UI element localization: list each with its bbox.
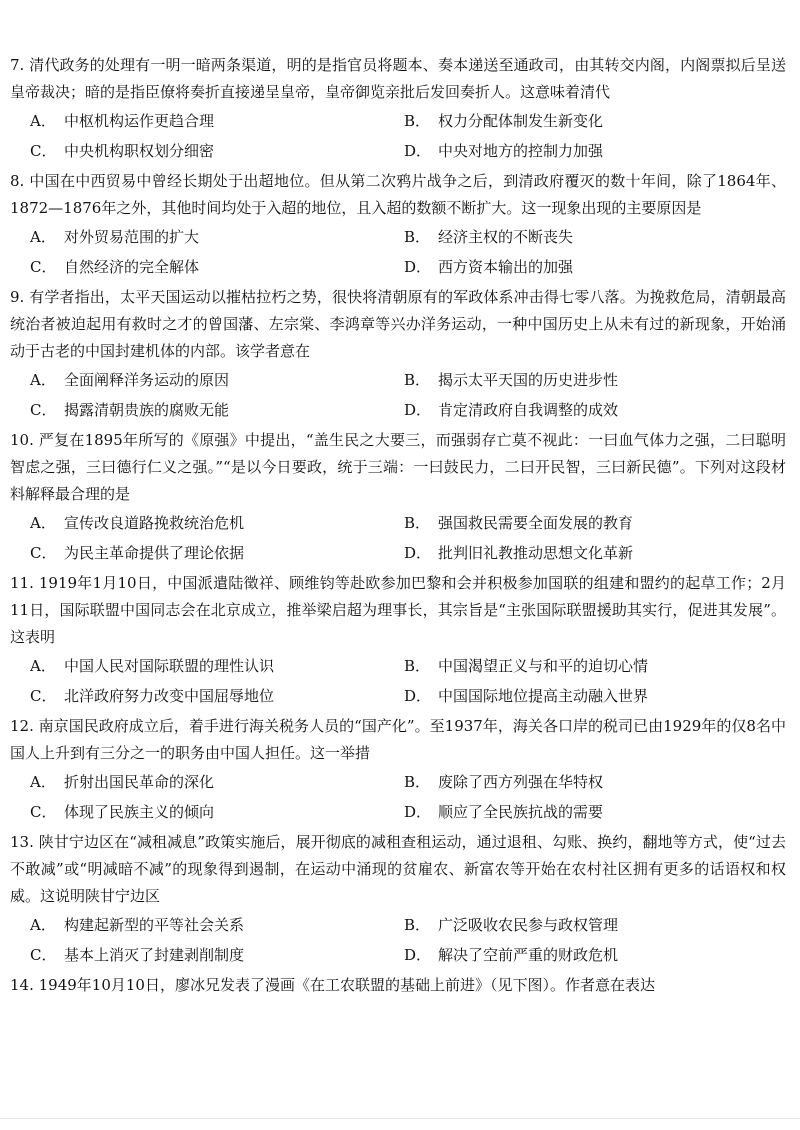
option-a [10,910,384,940]
option-text: 全面阐释洋务运动的原因 [64,371,230,389]
option-text: 肯定清政府自我调整的成效 [438,401,619,419]
option-text: 北洋政府努力改变中国屈辱地位 [64,687,275,705]
option-b [384,651,784,681]
question-stem: 7. 清代政务的处理有一明一暗两条渠道，明的是指官员将题本、奏本递送至通政司，由其转交内阁，内阁票拟后呈送皇帝裁决；暗的是指臣僚将奏折直接递呈皇帝，皇帝御览亲批后发回奏折人。这意味着清代 [10,56,786,101]
options [10,910,786,970]
question-10 [10,427,786,568]
option-letter: C． [30,946,57,964]
option-text: 广泛吸收农民参与政权管理 [438,916,619,934]
option-text: 批判旧礼教推动思想文化革新 [438,544,634,562]
option-text: 中枢机构运作更趋合理 [64,112,215,130]
option-text: 中国人民对国际联盟的理性认识 [64,657,275,675]
option-c [10,136,384,166]
option-letter: B． [404,112,431,130]
question-9 [10,284,786,425]
option-letter: A． [30,112,56,130]
option-d [384,797,784,827]
option-text: 强国救民需要全面发展的教育 [438,514,634,532]
option-a [10,365,384,395]
option-letter: C． [30,142,57,160]
option-text: 废除了西方列强在华特权 [438,773,604,791]
option-letter: D． [404,544,432,562]
options [10,508,786,568]
option-text: 中国渴望正义与和平的迫切心情 [438,657,649,675]
option-c [10,940,384,970]
option-text: 自然经济的完全解体 [64,258,200,276]
options [10,651,786,711]
option-letter: A． [30,514,56,532]
option-letter: D． [404,803,432,821]
option-letter: B． [404,916,431,934]
question-stem: 13. 陕甘宁边区在“减租减息”政策实施后，展开彻底的减租查租运动，通过退租、勾账、换约，翻地等方式，使“过去不敢减”或“明减暗不减”的现象得到遏制，在运动中涌现的贫雇农、新富农等开始在农村社区拥有更多的话语权和权威。这说明陕甘宁边区 [10,833,786,905]
option-c [10,538,384,568]
option-letter: C． [30,544,57,562]
option-letter: A． [30,916,56,934]
option-letter: C． [30,258,57,276]
question-11 [10,570,786,711]
option-d [384,538,784,568]
option-text: 西方资本输出的加强 [438,258,574,276]
options [10,106,786,166]
option-text: 揭露清朝贵族的腐败无能 [64,401,230,419]
option-text: 权力分配体制发生新变化 [438,112,604,130]
option-letter: B． [404,228,431,246]
options [10,222,786,282]
option-letter: A． [30,657,56,675]
question-7 [10,52,786,166]
option-letter: D． [404,258,432,276]
option-letter: B． [404,657,431,675]
option-c [10,395,384,425]
option-b [384,222,784,252]
option-text: 对外贸易范围的扩大 [64,228,200,246]
question-stem: 9. 有学者指出，太平天国运动以摧枯拉朽之势，很快将清朝原有的军政体系冲击得七零八落。为挽救危局，清朝最高统治者被迫起用有救时之才的曾国藩、左宗棠、李鸿章等兴办洋务运动，一种中国历史上从未有过的新现象，开始涌动于古老的中国封建机体的内部。该学者意在 [10,288,786,360]
options [10,365,786,425]
option-text: 中央机构职权划分细密 [64,142,215,160]
option-letter: A． [30,228,56,246]
option-letter: B． [404,514,431,532]
option-b [384,508,784,538]
option-d [384,252,784,282]
option-letter: D． [404,142,432,160]
option-text: 折射出国民革命的深化 [64,773,215,791]
option-c [10,797,384,827]
option-a [10,106,384,136]
option-text: 中国国际地位提高主动融入世界 [438,687,649,705]
option-c [10,252,384,282]
option-text: 基本上消灭了封建剥削制度 [64,946,245,964]
option-d [384,136,784,166]
option-text: 中央对地方的控制力加强 [438,142,604,160]
option-letter: B． [404,773,431,791]
option-letter: D． [404,401,432,419]
option-a [10,222,384,252]
question-14 [10,972,786,999]
option-b [384,365,784,395]
option-letter: C． [30,687,57,705]
question-stem: 14. 1949年10月10日，廖冰兄发表了漫画《在工农联盟的基础上前进》（见下图）。作者意在表达 [10,976,655,994]
option-b [384,767,784,797]
question-stem: 11. 1919年1月10日，中国派遣陆徵祥、顾维钧等赴欧参加巴黎和会并积极参加国联的组建和盟约的起草工作；2月11日，国际联盟中国同志会在北京成立，推举梁启超为理事长，其宗旨是“主张国际联盟援助其实行，促进其发展”。这表明 [10,574,786,646]
option-d [384,681,784,711]
option-a [10,508,384,538]
exam-page [10,52,786,1001]
option-text: 体现了民族主义的倾向 [64,803,215,821]
question-12 [10,713,786,827]
option-letter: A． [30,371,56,389]
question-stem: 10. 严复在1895年所写的《原强》中提出，“盖生民之大要三，而强弱存亡莫不视此：一曰血气体力之强，二曰聪明智虑之强，三曰德行仁义之强。”“是以今日要政，统于三端：一曰鼓民力，二曰开民智，三曰新民德”。下列对这段材料解释最合理的是 [10,431,786,503]
option-a [10,767,384,797]
option-text: 经济主权的不断丧失 [438,228,574,246]
option-b [384,106,784,136]
option-a [10,651,384,681]
option-letter: A． [30,773,56,791]
option-d [384,395,784,425]
option-letter: C． [30,803,57,821]
options [10,767,786,827]
page-bottom-divider [0,1118,800,1119]
option-b [384,910,784,940]
option-text: 为民主革命提供了理论依据 [64,544,245,562]
option-c [10,681,384,711]
option-letter: D． [404,687,432,705]
question-8 [10,168,786,282]
option-text: 宣传改良道路挽救统治危机 [64,514,245,532]
question-stem: 12. 南京国民政府成立后，着手进行海关税务人员的“国产化”。至1937年，海关各口岸的税司已由1929年的仅8名中国人上升到有三分之一的职务由中国人担任。这一举措 [10,717,786,762]
option-text: 构建起新型的平等社会关系 [64,916,245,934]
option-letter: D． [404,946,432,964]
option-d [384,940,784,970]
option-letter: B． [404,371,431,389]
option-letter: C． [30,401,57,419]
option-text: 顺应了全民族抗战的需要 [438,803,604,821]
question-13 [10,829,786,970]
question-stem: 8. 中国在中西贸易中曾经长期处于出超地位。但从第二次鸦片战争之后，到清政府覆灭的数十年间，除了1864年、1872—1876年之外，其他时间均处于入超的地位，且入超的数额不断扩大。这一现象出现的主要原因是 [10,172,786,217]
option-text: 解决了空前严重的财政危机 [438,946,619,964]
option-text: 揭示太平天国的历史进步性 [438,371,619,389]
